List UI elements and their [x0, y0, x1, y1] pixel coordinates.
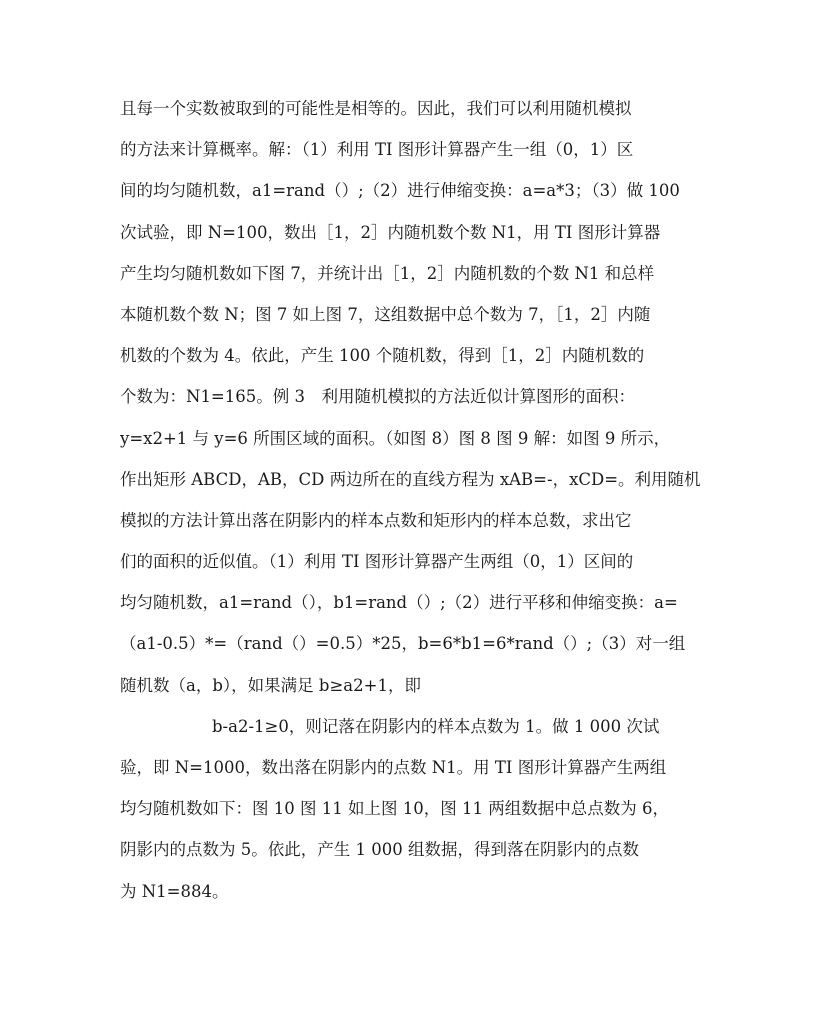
text-line: 间的均匀随机数，a1=rand（）;（2）进行伸缩变换：a=a*3；（3）做 100 — [120, 181, 680, 201]
text-line: 且每一个实数被取到的可能性是相等的。因此，我们可以利用随机模拟 — [120, 99, 632, 118]
document-body — [120, 88, 700, 912]
text-line: 均匀随机数，a1=rand（），b1=rand（）;（2）进行平移和伸缩变换：a= — [120, 593, 678, 613]
text-line: y=x2+1 与 y=6 所围区域的面积。（如图 8）图 8 图 9 解：如图 9 所示， — [120, 428, 671, 448]
text-line: 个数为：N1=165。例 3 利用随机模拟的方法近似计算图形的面积： — [120, 387, 635, 407]
text-line: 本随机数个数 N；图 7 如上图 7，这组数据中总个数为 7，［1，2］内随 — [120, 304, 651, 324]
text-line: 验，即 N=1000，数出落在阴影内的点数 N1。用 TI 图形计算器产生两组 — [120, 758, 667, 777]
text-line: 的方法来计算概率。解：（1）利用 TI 图形计算器产生一组（0，1）区 — [120, 140, 634, 160]
text-line: 均匀随机数如下：图 10 图 11 如上图 10，图 11 两组数据中总点数为 6， — [120, 799, 669, 819]
text-line: 次试验，即 N=100，数出［1，2］内随机数个数 N1，用 TI 图形计算器 — [120, 222, 661, 242]
text-line: 们的面积的近似值。（1）利用 TI 图形计算器产生两组（0，1）区间的 — [120, 552, 634, 572]
text-line: 作出矩形 ABCD，AB，CD 两边所在的直线方程为 xAB=-，xCD=。利用随机 — [120, 469, 701, 489]
text-line: 产生均匀随机数如下图 7，并统计出［1，2］内随机数的个数 N1 和总样 — [120, 263, 655, 283]
text-line: 机数的个数为 4。依此，产生 100 个随机数，得到［1，2］内随机数的 — [120, 346, 645, 366]
text-line: 随机数（a，b），如果满足 b≥a2+1，即 — [120, 675, 421, 695]
text-line: 阴影内的点数为 5。依此，产生 1 000 组数据，得到落在阴影内的点数 — [120, 840, 639, 860]
text-line: 模拟的方法计算出落在阴影内的样本点数和矩形内的样本总数，求出它 — [120, 510, 632, 530]
text-line: b-a2-1≥0，则记落在阴影内的样本点数为 1。做 1 000 次试 — [212, 716, 660, 736]
text-line: 为 N1=884。 — [120, 881, 229, 901]
text-line: （a1-0.5）*=（rand（）=0.5）*25，b=6*b1=6*rand（）;（3）对一组 — [120, 634, 686, 654]
